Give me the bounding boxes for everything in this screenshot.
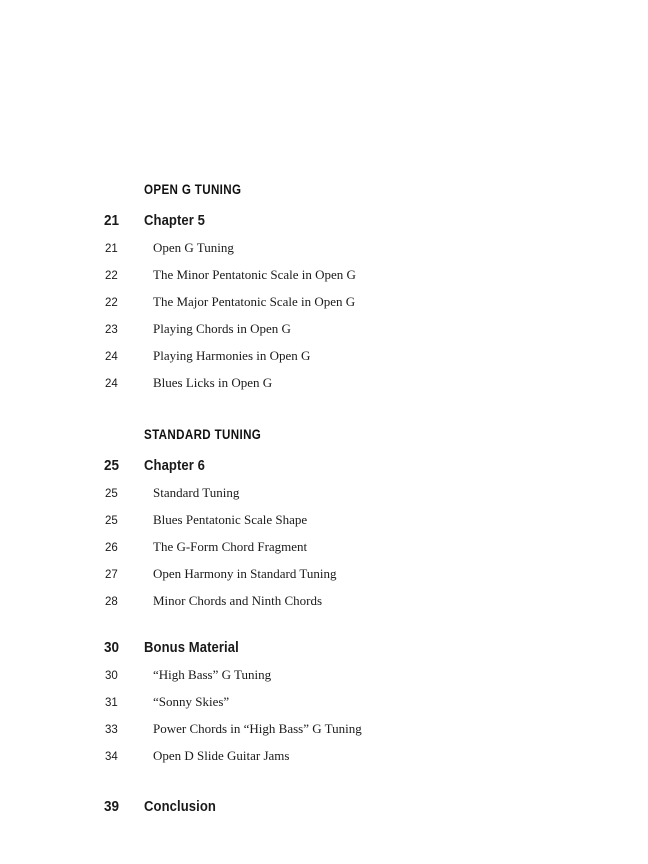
toc-entry-row[interactable] [104,294,544,310]
table-of-contents [104,182,544,815]
toc-chapter-row[interactable] [104,639,544,656]
toc-entry-row[interactable] [104,485,544,501]
toc-entry-page: 26 [105,542,118,555]
toc-entry-row[interactable] [104,593,544,609]
toc-entry-page: 28 [105,596,118,609]
toc-entry-title: Open D Slide Guitar Jams [153,748,290,764]
toc-chapter-row[interactable] [104,798,544,815]
toc-entry-page: 23 [105,324,118,337]
toc-chapter-row[interactable] [104,212,544,229]
toc-chapter-title: Chapter 6 [144,458,206,475]
toc-entry-title: Blues Pentatonic Scale Shape [153,512,308,528]
toc-group [104,639,544,764]
toc-entry-title: The Minor Pentatonic Scale in Open G [153,267,356,283]
toc-group [104,798,544,815]
toc-chapter-title: Chapter 5 [144,213,206,230]
toc-entry-title: “High Bass” G Tuning [153,667,272,683]
toc-group [104,427,544,609]
toc-entry-title: The Major Pentatonic Scale in Open G [153,294,356,310]
toc-entry-title: Power Chords in “High Bass” G Tuning [153,721,362,737]
toc-entry-page: 21 [105,243,118,256]
toc-entry-title: Minor Chords and Ninth Chords [153,593,322,609]
toc-entry-title: “Sonny Skies” [153,694,230,710]
toc-entry-row[interactable] [104,748,544,764]
toc-entry-row[interactable] [104,375,544,391]
toc-chapter-title: Bonus Material [144,640,239,657]
toc-entry-title: Open G Tuning [153,240,234,256]
toc-entry-page: 27 [105,569,118,582]
toc-entry-title: Open Harmony in Standard Tuning [153,566,337,582]
toc-chapter-row[interactable] [104,457,544,474]
toc-entry-row[interactable] [104,348,544,364]
section-heading: STANDARD TUNING [144,427,262,443]
toc-entry-title: Blues Licks in Open G [153,375,273,391]
toc-entry-page: 24 [105,351,118,364]
toc-entry-page: 31 [105,697,118,710]
toc-chapter-page: 30 [104,639,120,657]
toc-entry-row[interactable] [104,721,544,737]
toc-entry-row[interactable] [104,694,544,710]
toc-entry-page: 34 [105,751,118,764]
toc-entry-row[interactable] [104,512,544,528]
toc-entry-row[interactable] [104,321,544,337]
toc-entry-title: Standard Tuning [153,485,240,501]
toc-entry-title: The G-Form Chord Fragment [153,539,308,555]
toc-entry-page: 25 [105,515,118,528]
toc-entry-page: 24 [105,378,118,391]
toc-chapter-page: 21 [104,212,120,230]
toc-chapter-title: Conclusion [144,799,216,816]
toc-entry-row[interactable] [104,240,544,256]
toc-entry-row[interactable] [104,667,544,683]
section-heading: OPEN G TUNING [144,182,242,197]
toc-entry-page: 33 [105,724,118,737]
toc-entry-row[interactable] [104,267,544,283]
toc-chapter-page: 25 [104,457,120,475]
toc-entry-page: 25 [105,488,118,501]
toc-entry-title: Playing Harmonies in Open G [153,348,311,364]
toc-entry-page: 22 [105,297,118,310]
toc-entry-page: 30 [105,670,118,683]
toc-entry-row[interactable] [104,539,544,555]
toc-group [104,182,544,391]
toc-entry-row[interactable] [104,566,544,582]
toc-chapter-page: 39 [104,798,120,816]
toc-entry-page: 22 [105,270,118,283]
toc-entry-title: Playing Chords in Open G [153,321,291,337]
